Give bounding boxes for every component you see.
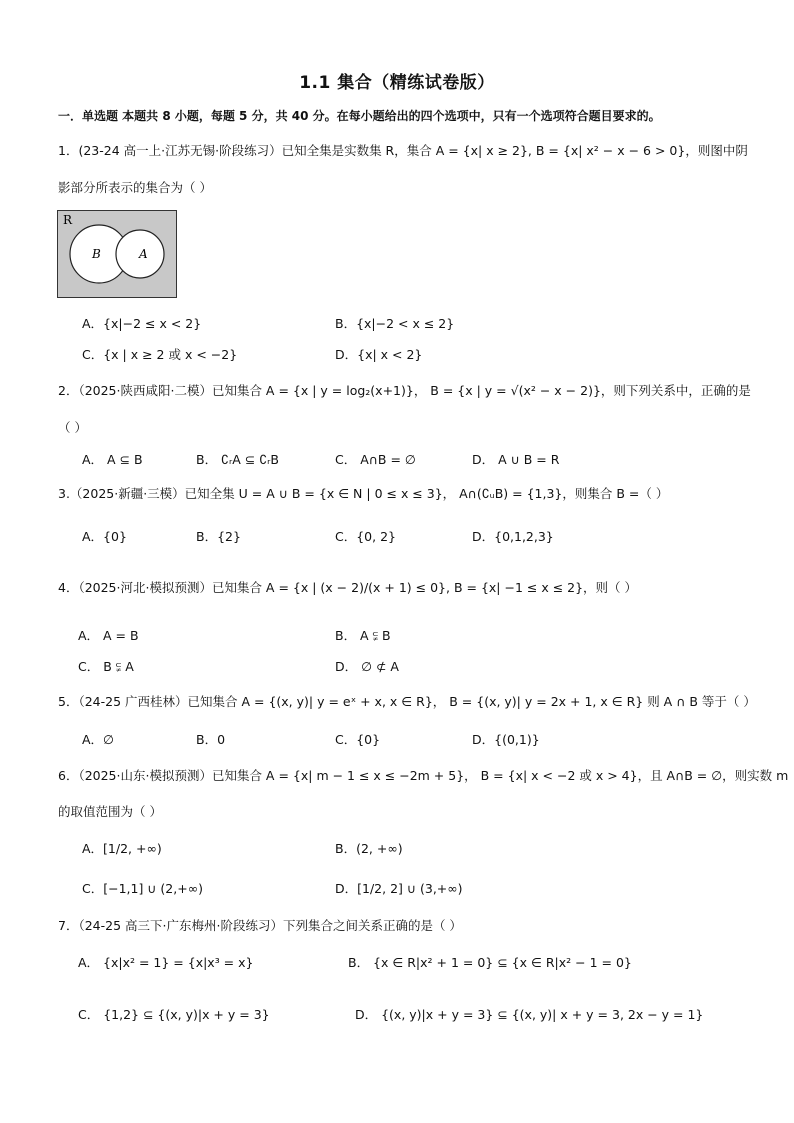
q2-option-c[interactable]: C． A∩B = ∅ <box>335 452 416 467</box>
q7-option-b[interactable]: B． {x ∈ R|x² + 1 = 0} ⊆ {x ∈ R|x² − 1 = 0} <box>348 955 632 970</box>
q2-option-b[interactable]: B． ∁ᵣA ⊆ ∁ᵣB <box>196 452 279 467</box>
q7-option-a[interactable]: A． {x|x² = 1} = {x|x³ = x} <box>78 955 254 970</box>
venn-label-b: B <box>92 247 101 261</box>
q4-option-a[interactable]: A． A = B <box>78 628 139 643</box>
q6-option-b[interactable]: B．(2, +∞) <box>335 841 403 856</box>
q3-option-b[interactable]: B．{2} <box>196 529 241 544</box>
q6-option-d[interactable]: D．[1/2, 2] ∪ (3,+∞) <box>335 881 463 896</box>
question-2-stem: 2．（2025·陕西咸阳·二模）已知集合 A = {x | y = log₂(x+1)}， B = {x | y = √(x² − x − 2)}，则下列关系中，正确的是 <box>58 383 751 398</box>
section-heading: 一．单选题 本题共 8 小题，每题 5 分，共 40 分。在每小题给出的四个选项中，只有一个选项符合题目要求的。 <box>58 109 661 123</box>
question-3-stem: 3.（2025·新疆·三模）已知全集 U = A ∪ B = {x ∈ N | 0 ≤ x ≤ 3}， A∩(∁ᵤB) = {1,3}，则集合 B =（ ） <box>58 486 669 501</box>
q6-option-c[interactable]: C．[−1,1] ∪ (2,+∞) <box>82 881 203 896</box>
question-4-stem: 4．（2025·河北·模拟预测）已知集合 A = {x | (x − 2)/(x + 1) ≤ 0}, B = {x| −1 ≤ x ≤ 2}，则（ ） <box>58 580 638 595</box>
venn-label-r: R <box>63 213 73 227</box>
q5-option-b[interactable]: B．0 <box>196 732 226 747</box>
q3-option-a[interactable]: A．{0} <box>82 529 127 544</box>
question-1-stem: 1．(23-24 高一上·江苏无锡·阶段练习）已知全集是实数集 R，集合 A = {x| x ≥ 2}, B = {x| x² − x − 6 > 0}，则图中阴 <box>58 143 748 158</box>
q7-option-c[interactable]: C． {1,2} ⊆ {(x, y)|x + y = 3} <box>78 1007 270 1022</box>
q7-option-d[interactable]: D． {(x, y)|x + y = 3} ⊆ {(x, y)| x + y = 3, 2x − y = 1} <box>355 1007 704 1022</box>
q2-option-a[interactable]: A． A ⊆ B <box>82 452 143 467</box>
q1-option-b[interactable]: B．{x|−2 < x ≤ 2} <box>335 316 455 331</box>
question-1-stem-cont: 影部分所表示的集合为（ ） <box>58 180 212 195</box>
q1-option-d[interactable]: D．{x| x < 2} <box>335 347 423 362</box>
question-7-stem: 7．（24-25 高三下·广东梅州·阶段练习）下列集合之间关系正确的是（ ） <box>58 918 462 933</box>
q3-option-d[interactable]: D．{0,1,2,3} <box>472 529 554 544</box>
question-6-stem: 6．（2025·山东·模拟预测）已知集合 A = {x| m − 1 ≤ x ≤ −2m + 5}， B = {x| x < −2 或 x > 4}，且 A∩B = ∅，则实数 m <box>58 768 789 783</box>
q5-option-d[interactable]: D．{(0,1)} <box>472 732 540 747</box>
q6-option-a[interactable]: A．[1/2, +∞) <box>82 841 162 856</box>
q1-option-c[interactable]: C．{x | x ≥ 2 或 x < −2} <box>82 347 238 362</box>
q1-option-a[interactable]: A．{x|−2 ≤ x < 2} <box>82 316 202 331</box>
q5-option-a[interactable]: A．∅ <box>82 732 114 747</box>
q4-option-c[interactable]: C． B ⫋ A <box>78 659 134 674</box>
question-2-stem-cont: （ ） <box>58 420 87 435</box>
question-5-stem: 5．（24-25 广西桂林）已知集合 A = {(x, y)| y = eˣ + x, x ∈ R}， B = {(x, y)| y = 2x + 1, x ∈ R} 则 A ∩ B 等于（ ） <box>58 694 756 709</box>
q4-option-b[interactable]: B． A ⫋ B <box>335 628 391 643</box>
page-title: 1.1 集合（精练试卷版） <box>299 73 495 93</box>
q2-option-d[interactable]: D． A ∪ B = R <box>472 452 560 467</box>
q3-option-c[interactable]: C．{0, 2} <box>335 529 396 544</box>
venn-diagram <box>57 210 177 298</box>
question-6-stem-cont: 的取值范围为（ ） <box>58 804 162 819</box>
venn-label-a: A <box>139 247 148 261</box>
q4-option-d[interactable]: D． ∅ ⊄ A <box>335 659 399 674</box>
q5-option-c[interactable]: C．{0} <box>335 732 381 747</box>
